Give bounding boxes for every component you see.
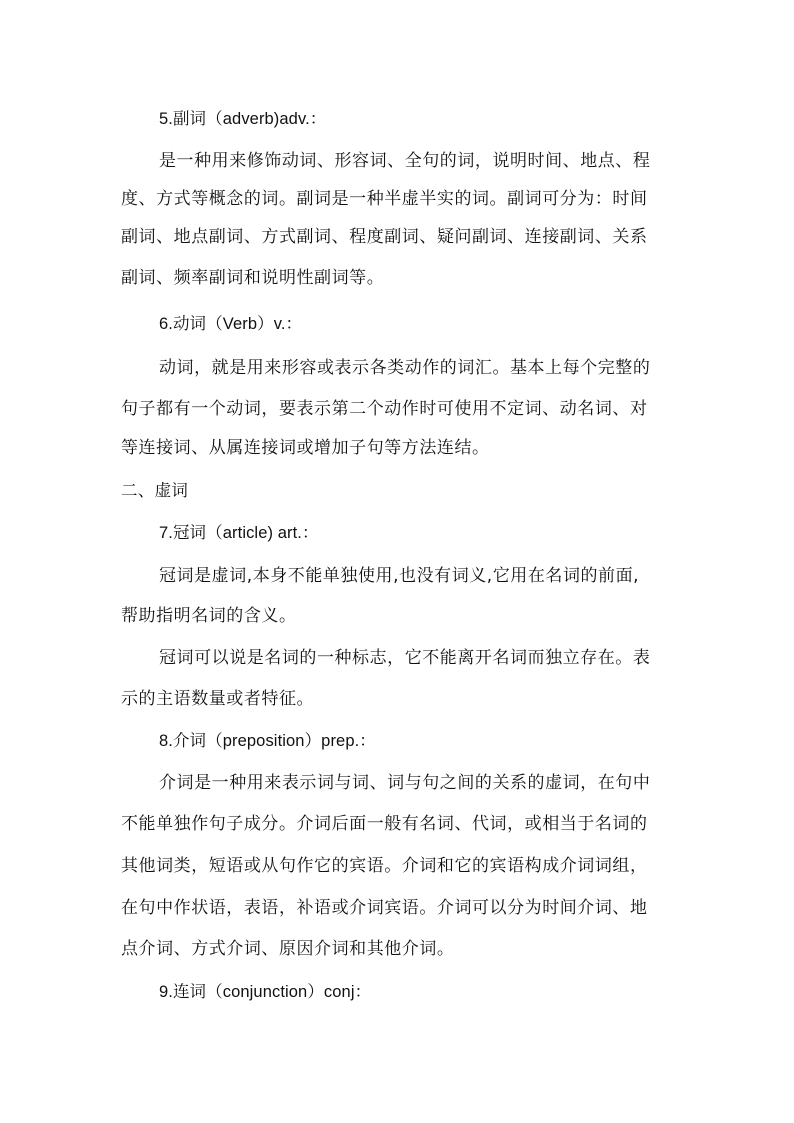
paragraph-line: 冠词可以说是名词的一种标志，它不能离开名词而独立存在。表 [159, 648, 651, 668]
paragraph-line: 句子都有一个动词，要表示第二个动作时可使用不定词、动名词、对 [121, 399, 648, 419]
heading-verb: 6.动词（Verb）v.： [159, 315, 303, 333]
paragraph-line: 其他词类，短语或从句作它的宾语。介词和它的宾语构成介词词组， [121, 856, 648, 876]
paragraph-line: 帮助指明名词的含义。 [121, 606, 297, 626]
paragraph-line: 示的主语数量或者特征。 [121, 689, 315, 709]
paragraph-line: 度、方式等概念的词。副词是一种半虚半实的词。副词可分为：时间 [121, 189, 648, 209]
paragraph-line: 副词、地点副词、方式副词、程度副词、疑问副词、连接副词、关系 [121, 227, 648, 247]
paragraph-line: 动词，就是用来形容或表示各类动作的词汇。基本上每个完整的 [159, 358, 651, 378]
paragraph-line: 副词、频率副词和说明性副词等。 [121, 268, 385, 288]
heading-article: 7.冠词（article) art.： [159, 524, 319, 542]
paragraph-line: 点介词、方式介词、原因介词和其他介词。 [121, 939, 455, 959]
paragraph-line: 在句中作状语，表语，补语或介词宾语。介词可以分为时间介词、地 [121, 898, 648, 918]
paragraph-line: 是一种用来修饰动词、形容词、全句的词，说明时间、地点、程 [159, 151, 651, 171]
paragraph-line: 介词是一种用来表示词与词、词与句之间的关系的虚词，在句中 [159, 773, 651, 793]
heading-conjunction: 9.连词（conjunction）conj： [159, 983, 372, 1001]
heading-preposition: 8.介词（preposition）prep.： [159, 732, 376, 750]
paragraph-line: 等连接词、从属连接词或增加子句等方法连结。 [121, 438, 490, 458]
paragraph-line: 不能单独作句子成分。介词后面一般有名词、代词，或相当于名词的 [121, 814, 648, 834]
heading-adverb: 5.副词（adverb)adv.： [159, 110, 327, 128]
paragraph-line: 冠词是虚词,本身不能单独使用,也没有词义,它用在名词的前面, [159, 566, 640, 586]
section-heading-function-words: 二、虚词 [121, 481, 189, 500]
